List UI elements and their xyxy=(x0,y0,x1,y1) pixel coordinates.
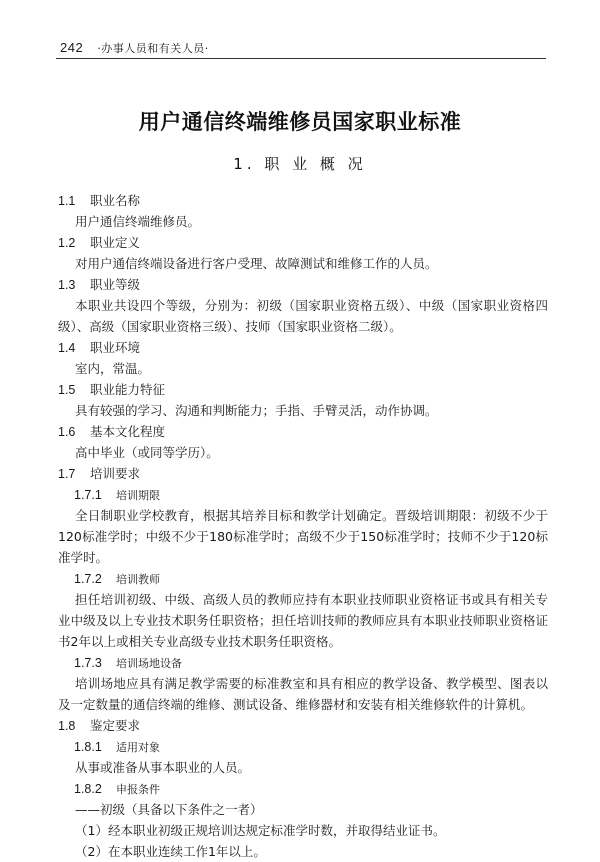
running-header xyxy=(60,40,540,60)
subsection-heading xyxy=(58,778,548,799)
section-heading xyxy=(58,274,548,295)
subsection-title: 培训期限 xyxy=(115,489,160,502)
document-title: 用户通信终端维修员国家职业标准 xyxy=(138,110,462,134)
section-number: 1.7 xyxy=(58,467,76,481)
subsection-title: 培训教师 xyxy=(115,573,160,586)
section-text: 室内，常温。 xyxy=(75,361,151,376)
section-title: 职业等级 xyxy=(89,277,140,292)
subsection-title: 适用对象 xyxy=(115,741,160,754)
list-item: ——初级（具备以下条件之一者） xyxy=(75,802,263,817)
section-title: 职业环境 xyxy=(89,340,140,355)
section-number: 1.1 xyxy=(58,194,76,208)
section-heading xyxy=(58,379,548,400)
section-text: 对用户通信终端设备进行客户受理、故障测试和维修工作的人员。 xyxy=(75,256,438,271)
section-text: 高中毕业（或同等学历）。 xyxy=(75,445,219,460)
section-paragraph: 本职业共设四个等级，分别为：初级（国家职业资格五级）、中级（国家职业资格四级）、高级（国家职业资格三级）、技师（国家职业资格二级）。 xyxy=(58,298,548,334)
section-number: 1.6 xyxy=(58,425,76,439)
section-heading xyxy=(58,232,548,253)
subsection-title: 培训场地设备 xyxy=(115,657,182,670)
subsection-number: 1.8.2 xyxy=(74,782,102,796)
section-title: 基本文化程度 xyxy=(89,424,165,439)
page-number: 242 xyxy=(60,40,84,55)
section-heading xyxy=(58,337,548,358)
section-title: 鉴定要求 xyxy=(89,718,140,733)
section-title: 职业定义 xyxy=(89,235,140,250)
subsection-number: 1.7.1 xyxy=(74,488,102,502)
section-number: 1.5 xyxy=(58,383,76,397)
section-text: 具有较强的学习、沟通和判断能力；手指、手臂灵活，动作协调。 xyxy=(75,403,438,418)
subsection-paragraph: 培训场地应具有满足教学需要的标准教室和具有相应的教学设备、教学模型、图表以及一定数量的通信终端的维修、测试设备、维修器材和安装有相关维修软件的计算机。 xyxy=(58,676,548,712)
section-number: 1.8 xyxy=(58,719,76,733)
section-text: 用户通信终端维修员。 xyxy=(75,214,201,229)
subsection-paragraph: 全日制职业学校教育，根据其培养目标和教学计划确定。晋级培训期限：初级不少于120标准学时；中级不少于180标准学时；高级不少于150标准学时；技师不少于120标准学时。 xyxy=(58,508,548,565)
header-rule xyxy=(56,58,546,59)
subsection-heading xyxy=(58,652,548,673)
subsection-number: 1.8.1 xyxy=(74,740,102,754)
section-heading xyxy=(58,715,548,736)
running-section-title: ·办事人员和有关人员· xyxy=(97,42,209,55)
subsection-heading xyxy=(58,484,548,505)
subsection-number: 1.7.3 xyxy=(74,656,102,670)
list-item: （1）经本职业初级正规培训达规定标准学时数，并取得结业证书。 xyxy=(75,823,446,838)
section-heading xyxy=(58,463,548,484)
subsection-title: 申报条件 xyxy=(115,783,160,796)
section-title: 培训要求 xyxy=(89,466,140,481)
list-item: （2）在本职业连续工作1年以上。 xyxy=(75,844,266,859)
section-number: 1.3 xyxy=(58,278,76,292)
subsection-text: 从事或准备从事本职业的人员。 xyxy=(75,760,251,775)
section-title: 职业能力特征 xyxy=(89,382,165,397)
subsection-paragraph: 担任培训初级、中级、高级人员的教师应持有本职业技师职业资格证书或具有相关专业中级及以上专业技术职务任职资格；担任培训技师的教师应具有本职业技师职业资格证书2年以上或相关专业高级专业技术职务任职资格。 xyxy=(58,592,548,649)
section-heading xyxy=(58,421,548,442)
section-heading xyxy=(58,190,548,211)
section-number: 1.2 xyxy=(58,236,76,250)
section-title: 职业名称 xyxy=(89,193,140,208)
document-body xyxy=(58,190,548,862)
section-number: 1.4 xyxy=(58,341,76,355)
subsection-number: 1.7.2 xyxy=(74,572,102,586)
subsection-heading xyxy=(58,736,548,757)
subsection-heading xyxy=(58,568,548,589)
chapter-title: 1. 职 业 概 况 xyxy=(233,155,367,173)
